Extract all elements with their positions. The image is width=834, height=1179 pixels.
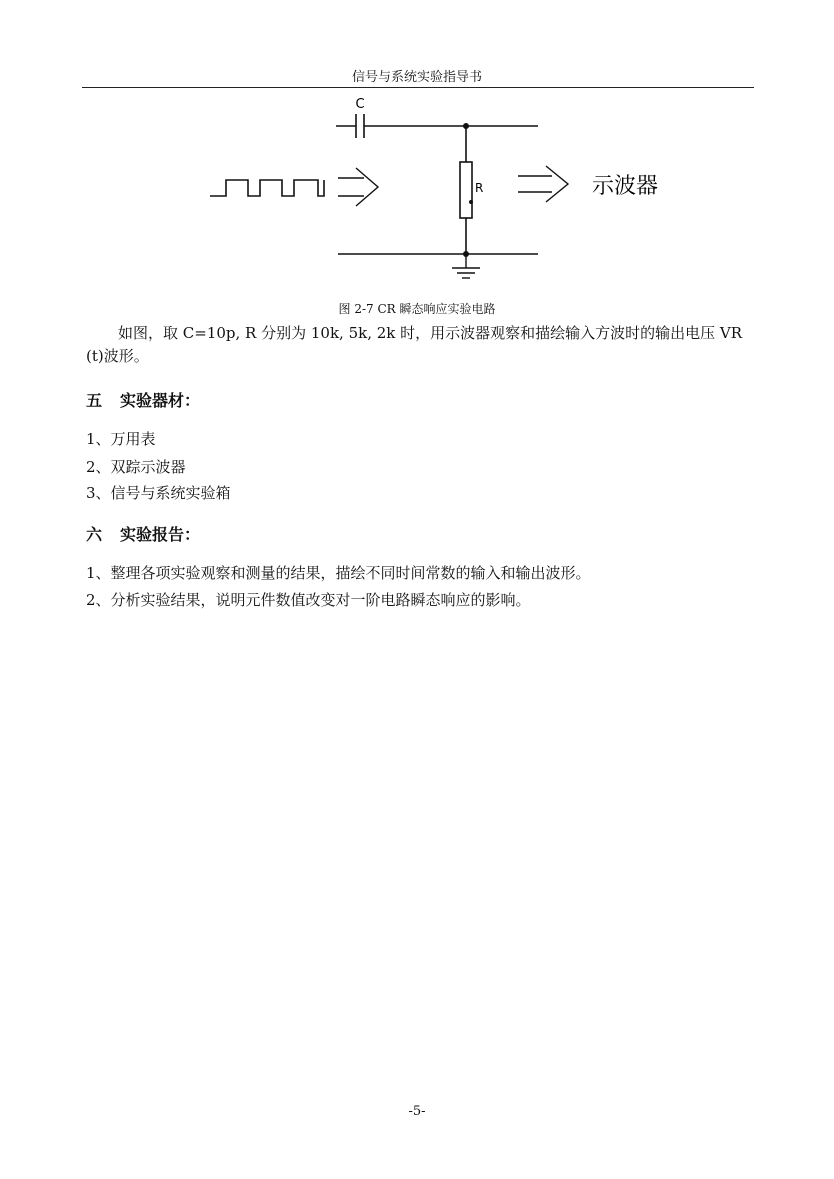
- resistor-tap-dot: [469, 200, 473, 204]
- header-rule: [82, 87, 754, 88]
- list-item: 3、信号与系统实验箱: [86, 484, 231, 502]
- section-number: 五: [86, 391, 103, 410]
- section-heading-equipment: [86, 388, 200, 411]
- square-wave-icon: [210, 180, 324, 196]
- oscilloscope-label: 示波器: [592, 174, 659, 199]
- section-title: 实验器材：: [120, 391, 201, 410]
- cr-circuit-diagram: [196, 92, 676, 298]
- resistor-label: R: [475, 181, 484, 195]
- list-item: 1、整理各项实验观察和测量的结果，描绘不同时间常数的输入和输出波形。: [86, 564, 591, 582]
- ground-icon: [452, 254, 480, 278]
- section-number: 六: [86, 525, 103, 544]
- page-number: -5-: [408, 1104, 426, 1119]
- body-paragraph-text: 如图，取 C=10p, R 分别为 10k, 5k, 2k 时，用示波器观察和描绘输入方波时的输出电压 VR (t)波形。: [86, 324, 743, 365]
- input-arrow-icon: [338, 168, 378, 206]
- header-title: 信号与系统实验指导书: [351, 70, 482, 85]
- output-arrow-icon: [518, 166, 568, 202]
- section-title: 实验报告：: [120, 525, 201, 544]
- section-heading-report: [86, 522, 200, 545]
- list-item: 2、分析实验结果，说明元件数值改变对一阶电路瞬态响应的影响。: [86, 591, 531, 609]
- figure-caption: 图 2-7 CR 瞬态响应实验电路: [338, 302, 496, 316]
- body-paragraph: [86, 322, 754, 368]
- resistor-symbol: [460, 126, 472, 254]
- capacitor-label: C: [355, 97, 365, 112]
- list-item: 2、双踪示波器: [86, 458, 186, 476]
- list-item: 1、万用表: [86, 430, 156, 448]
- capacitor-symbol: [336, 114, 464, 138]
